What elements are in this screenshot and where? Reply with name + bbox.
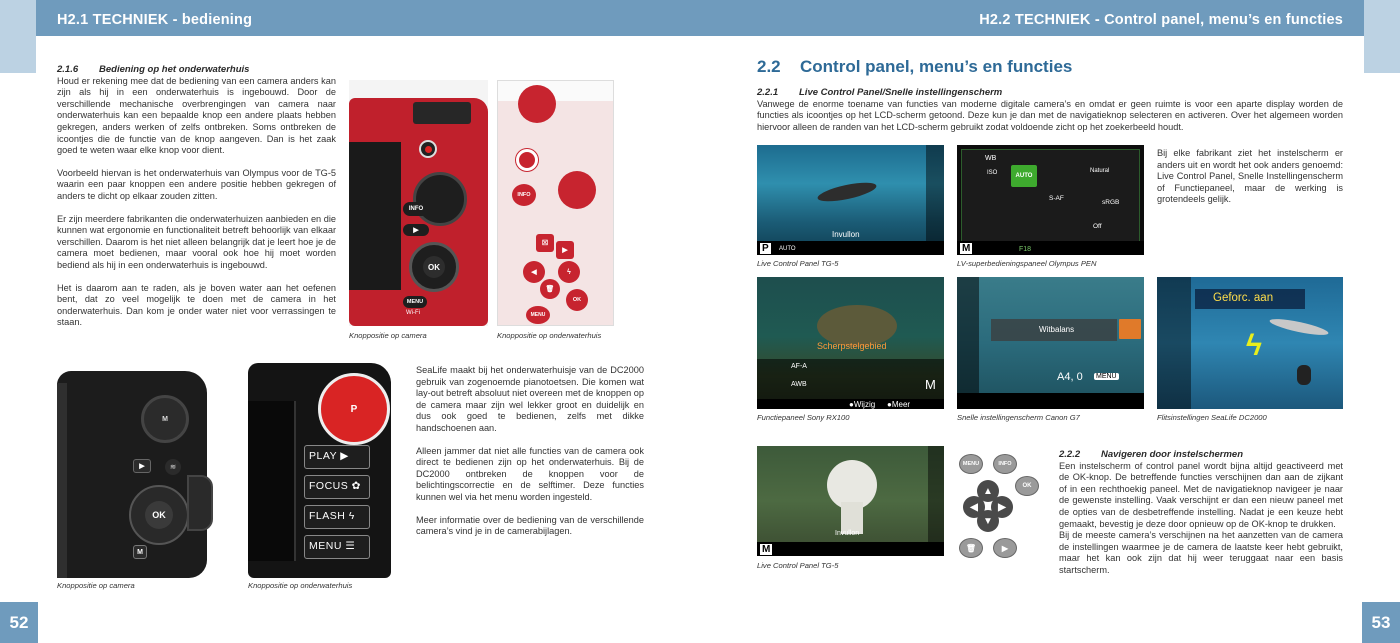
invullon-label-2: Invullon bbox=[835, 530, 860, 537]
dc2000-mode-dial: M bbox=[141, 395, 189, 443]
caption-6: Live Control Panel TG-5 bbox=[757, 561, 839, 570]
ok-button: OK bbox=[423, 256, 445, 278]
housing-flash-button: ϟ bbox=[558, 261, 580, 283]
dc2000-housing-photo bbox=[248, 363, 398, 578]
housing-info-button: INFO bbox=[512, 184, 536, 206]
tg5b-bottom-bar bbox=[757, 542, 944, 556]
right-navigation-text bbox=[1059, 449, 1343, 577]
left-intro-text bbox=[57, 64, 336, 340]
left-subheading-number: 2.1.6 bbox=[57, 64, 79, 75]
housing-diagram bbox=[497, 80, 614, 326]
tg5-right-icons bbox=[928, 446, 944, 556]
dc2000-edge bbox=[57, 383, 67, 578]
right-intro-text bbox=[757, 87, 1343, 144]
camera-top-grip bbox=[413, 102, 471, 124]
left-sealife-text bbox=[416, 365, 644, 549]
right-subheading-1-title: Live Control Panel/Snelle instellingenscherm bbox=[799, 87, 1003, 98]
housing-mode-dial bbox=[558, 171, 596, 209]
sony-wijzig-text: Wijzig bbox=[853, 400, 876, 409]
illus-left-arrow: ◀ bbox=[963, 496, 985, 518]
olympus-off: Off bbox=[1093, 223, 1102, 230]
dc2000-ok-button: OK bbox=[145, 501, 173, 529]
sony-meer: ●Meer bbox=[887, 400, 911, 409]
left-subheading bbox=[57, 64, 336, 76]
illus-right-arrow: ▶ bbox=[991, 496, 1013, 518]
canon-left-column bbox=[957, 277, 979, 409]
caption-3: Functiepaneel Sony RX100 bbox=[757, 413, 850, 422]
sony-meer-text: Meer bbox=[891, 400, 911, 409]
sealife-left-column bbox=[1157, 277, 1191, 409]
sony-wijzig: ●Wijzig bbox=[849, 400, 876, 409]
left-subheading-title: Bediening op het onderwaterhuis bbox=[99, 64, 250, 75]
dc2000-camera-photo bbox=[57, 363, 215, 578]
right-edge-tab bbox=[1364, 0, 1400, 73]
sealife-gefoc: Geforc. aan bbox=[1213, 292, 1274, 304]
info-button: INFO bbox=[403, 202, 429, 216]
illus-ok-button: OK bbox=[1015, 476, 1039, 496]
housing-play-button: ▶ bbox=[556, 241, 574, 259]
housing-trash-button: 🗑 bbox=[540, 279, 560, 299]
illus-menu-button: MENU bbox=[959, 454, 983, 474]
invullon-label: Invullon bbox=[832, 230, 860, 239]
left-paragraph-6: Alleen jammer dat niet alle functies van de camera ook direct te bedienen zijn op het onderwaterhuis. Bij de DC2000 ontbreken de knoppen voor de belichtingscorrectie en de selftimer. Deze functies kunnen wel via het menu worden ingesteld. bbox=[416, 445, 644, 502]
illus-trash-button: 🗑 bbox=[959, 538, 983, 558]
right-page-number: 53 bbox=[1362, 602, 1400, 643]
left-paragraph-7: Meer informatie over de bediening van de verschillende camera’s vind je in de camerabijlagen. bbox=[416, 514, 644, 537]
mode-p: P bbox=[762, 243, 769, 254]
menu-key: MENU ☰ bbox=[304, 535, 370, 559]
housing-menu-button: MENU bbox=[526, 306, 550, 324]
focus-key: FOCUS ✿ bbox=[304, 475, 370, 499]
left-paragraph-4: Het is daarom aan te raden, als je boven water aan het oefenen bent, dat zo veel mogelijk te doen met de camera in het onderwaterhuis. Dan kom je onder water niet voor verrassingen te staan. bbox=[57, 282, 336, 328]
olympus-iso: ISO bbox=[987, 170, 998, 176]
right-subheading-2 bbox=[1059, 449, 1343, 461]
right-subheading-2-number: 2.2.2 bbox=[1059, 449, 1081, 460]
housing-record-button bbox=[516, 149, 538, 171]
caption-bottom-housing: Knoppositie op onderwaterhuis bbox=[248, 581, 353, 590]
right-side-paragraph: Bij elke fabrikant ziet het instelscherm er anders uit en wordt het ook anders genoemd: Live Control Panel, Snelle Instellingenscherm of Functiepaneel, maar de werking is grotendeels gelijk. bbox=[1157, 148, 1343, 205]
dc2000-m-button: M bbox=[133, 545, 147, 559]
left-page-number: 52 bbox=[0, 602, 38, 643]
olympus-wb-label: WB bbox=[985, 155, 997, 162]
tg5-camera-photo bbox=[349, 80, 488, 326]
screenshot-canon-g7 bbox=[957, 277, 1144, 409]
left-header-title: H2.1 TECHNIEK - bediening bbox=[57, 12, 253, 28]
left-edge-tab bbox=[0, 0, 36, 73]
right-subheading-1-number: 2.2.1 bbox=[757, 87, 779, 98]
right-paragraph-2: Een instelscherm of control panel wordt bijna altijd geactiveerd met de OK-knop. De betreffende functies verschijnen dan aan de zijkant of in een rechthoekig paneel. Met de navigatieknop navigeer je naar de gewenste instelling. Vaak verschijnt er dan een nieuw paneel met de opties van de desbetreffende instelling. Nadat je een keuze hebt gemaakt, bevestig je deze door opnieuw op de OK-knop te drukken. bbox=[1059, 460, 1343, 529]
caption-2: LV-superbedieningspaneel Olympus PEN bbox=[957, 259, 1097, 268]
olympus-bottom-bar bbox=[957, 241, 1144, 255]
mode-dial bbox=[413, 172, 467, 226]
illus-info-button: INFO bbox=[993, 454, 1017, 474]
sea-lion-shape bbox=[816, 179, 878, 205]
dc2000-wifi-icon: ≋ bbox=[165, 459, 181, 475]
sony-awb: AWB bbox=[791, 381, 807, 388]
dc2000-play-button: ▶ bbox=[133, 459, 151, 473]
right-section-title-text: Control panel, menu’s en functies bbox=[800, 57, 1073, 76]
sony-mode-m: M bbox=[925, 377, 936, 392]
left-paragraph-1: Houd er rekening mee dat de bediening van een camera anders kan zijn als hij in een onderwaterhuis is ingebouwd. Door de verschillende mechanische overbrengingen van camera naar onderwaterhuis kan een bepaalde knop een andere plaats hebben gekregen, anders werken of zelfs ontbreken. Soms ontbreken de icoontjes die de functie van de knop aangeven. Dan is het zaak goed te weten waar elke knop voor dient. bbox=[57, 75, 336, 156]
focus-key-label: FOCUS bbox=[309, 480, 349, 492]
caption-top-housing: Knoppositie op onderwaterhuis bbox=[497, 331, 602, 340]
olympus-natural: Natural bbox=[1090, 168, 1110, 174]
caption-bottom-camera: Knoppositie op camera bbox=[57, 581, 135, 590]
canon-wb-selected bbox=[1119, 319, 1141, 339]
right-side-text bbox=[1157, 148, 1343, 217]
olympus-wb-selected: AUTO bbox=[1011, 165, 1037, 187]
illus-up-arrow: ▲ bbox=[977, 480, 999, 502]
auto-label: AUTO bbox=[779, 246, 796, 252]
right-subheading-2-title: Navigeren door instelschermen bbox=[1101, 449, 1244, 460]
olympus-f18: F18 bbox=[1019, 246, 1032, 253]
olympus-mode-m: M bbox=[962, 243, 971, 254]
housing-left-button: ◀ bbox=[523, 261, 545, 283]
screenshot-olympus-pen bbox=[957, 145, 1144, 255]
right-section-number: 2.2 bbox=[757, 57, 781, 76]
right-subheading-1 bbox=[757, 87, 1343, 99]
menu-button: MENU bbox=[403, 296, 427, 308]
right-header-title: H2.2 TECHNIEK - Control panel, menu’s en functies bbox=[979, 12, 1343, 28]
screenshot-sony-rx100 bbox=[757, 277, 944, 409]
canon-bottom-bar bbox=[957, 393, 1144, 409]
screenshot-tg5-anemone bbox=[757, 446, 944, 556]
caption-4: Snelle instellingenscherm Canon G7 bbox=[957, 413, 1080, 422]
dc2000-body bbox=[57, 371, 207, 578]
olympus-srgb: sRGB bbox=[1102, 199, 1120, 206]
canon-menu-chip: MENU bbox=[1096, 373, 1117, 380]
sony-af-a: AF-A bbox=[791, 363, 807, 370]
piano-keys bbox=[304, 445, 370, 567]
caption-5: Flitsinstellingen SeaLife DC2000 bbox=[1157, 413, 1267, 422]
play-key-label: PLAY bbox=[309, 450, 337, 462]
olympus-saf: S-AF bbox=[1049, 195, 1064, 202]
flash-key-label: FLASH bbox=[309, 510, 346, 522]
right-paragraph-3: Bij de meeste camera’s verschijnen na het aanzetten van de camera de instellingen waarmee je de camera de laatste keer hebt gebruikt, maar het kan ook zijn dat hij weer teruggaat naar een basis startscherm. bbox=[1059, 530, 1343, 575]
caption-top-camera: Knoppositie op camera bbox=[349, 331, 427, 340]
flash-key: FLASH ϟ bbox=[304, 505, 370, 529]
screenshot-tg5-live-panel bbox=[757, 145, 944, 255]
right-section-title bbox=[757, 57, 1072, 77]
housing-exposure-button: ☒ bbox=[536, 234, 554, 252]
housing-dial-top bbox=[518, 85, 556, 123]
playback-button: ▶ bbox=[403, 224, 429, 236]
right-paragraph-1: Vanwege de enorme toename van functies van moderne digitale camera’s en omdat er geen ruimte is voor een aparte display worden de functies als icoontjes op het LCD-scherm getoond. Deze kun je dan met de navigatieknop selecteren en activeren. Over het algemeen worden hiervoor alleen de randen van het LCD-scherm gebruikt zodat voldoende zicht op het zoekerbeeld houdt. bbox=[757, 98, 1343, 132]
play-key: PLAY ▶ bbox=[304, 445, 370, 469]
housing-red-dial: P bbox=[318, 373, 390, 445]
canon-a40: A4, 0 bbox=[1057, 371, 1083, 383]
navigation-buttons-illustration bbox=[957, 452, 1042, 562]
record-button bbox=[419, 140, 437, 158]
left-paragraph-2: Voorbeeld hiervan is het onderwaterhuis van Olympus voor de TG-5 waarin een paar knoppen een andere positie hebben gekregen of anders te dicht op elkaar zouden zitten. bbox=[57, 167, 336, 201]
barracuda-shape bbox=[1269, 316, 1330, 338]
wifi-label: Wi-Fi bbox=[406, 310, 420, 316]
left-paragraph-3: Er zijn meerdere fabrikanten die onderwaterhuizen aanbieden en die kunnen wat ergonomie en functionaliteit betreft behoorlijk van elkaar verschillen. Daarom is het niet alleen belangrijk dat je leert hoe je de camera moet bedienen, maar vooral ook hoe hij moet worden bediend als hij in een onderwaterhuis is ingebouwd. bbox=[57, 213, 336, 270]
flash-bolt-icon: ϟ bbox=[1246, 329, 1262, 362]
camera-screen bbox=[349, 142, 401, 290]
canon-witbalans: Witbalans bbox=[1039, 325, 1075, 334]
sony-focus-area: Scherpstelgebied bbox=[817, 341, 887, 351]
dc2000-strap bbox=[187, 475, 213, 531]
illus-play-button: ▶ bbox=[993, 538, 1017, 558]
housing-ok-button: OK bbox=[566, 289, 588, 311]
left-paragraph-5: SeaLife maakt bij het onderwaterhuisje van de DC2000 gebruik van zogenoemde pianotoetsen. Die komen wat lay-out betreft absoluut niet overeen met de knoppen op de camera maar zijn wel lekker groot en duidelijk en dus ook goed te bedienen, zelfs met dikke handschoenen aan. bbox=[416, 365, 644, 433]
diver-shape bbox=[1297, 365, 1311, 385]
housing-screen bbox=[248, 401, 296, 561]
tg5b-mode-m: M bbox=[762, 544, 771, 555]
sony-function-strip bbox=[757, 359, 944, 399]
caption-1: Live Control Panel TG-5 bbox=[757, 259, 839, 268]
menu-key-label: MENU bbox=[309, 540, 342, 552]
screenshot-sealife-flash bbox=[1157, 277, 1343, 409]
illus-down-arrow: ▼ bbox=[977, 510, 999, 532]
right-icon-column bbox=[926, 145, 944, 255]
